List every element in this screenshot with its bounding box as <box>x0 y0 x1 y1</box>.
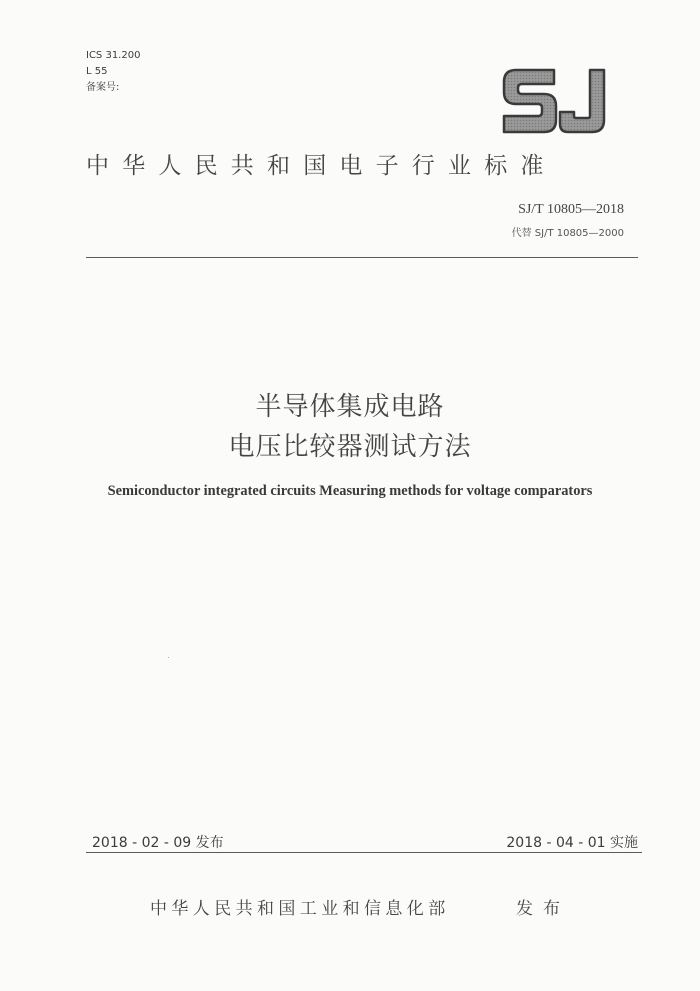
ics-code: ICS 31.200 <box>86 50 141 61</box>
category-code: L 55 <box>86 66 108 77</box>
sj-logo <box>498 62 610 142</box>
publisher-name: 中华人民共和国工业和信息化部 <box>150 899 450 919</box>
title-cn-line1: 半导体集成电路 <box>255 392 445 422</box>
issue-date: 2018 - 02 - 09 发布 <box>92 835 224 851</box>
implementation-date: 2018 - 04 - 01 实施 <box>506 835 638 851</box>
header-divider <box>86 257 638 258</box>
standard-number: SJ/T 10805—2018 <box>518 202 624 217</box>
footer-divider <box>86 852 642 853</box>
filing-number-label: 备案号: <box>86 82 120 93</box>
title-cn-line2: 电压比较器测试方法 <box>228 432 472 462</box>
replaces-standard: 代替 SJ/T 10805—2000 <box>511 228 624 239</box>
publish-label: 发布 <box>516 899 570 919</box>
scan-speck <box>168 657 169 658</box>
industry-standard-title: 中华人民共和国电子行业标准 <box>86 153 557 179</box>
title-english: Semiconductor integrated circuits Measuring methods for voltage comparators <box>107 483 593 499</box>
